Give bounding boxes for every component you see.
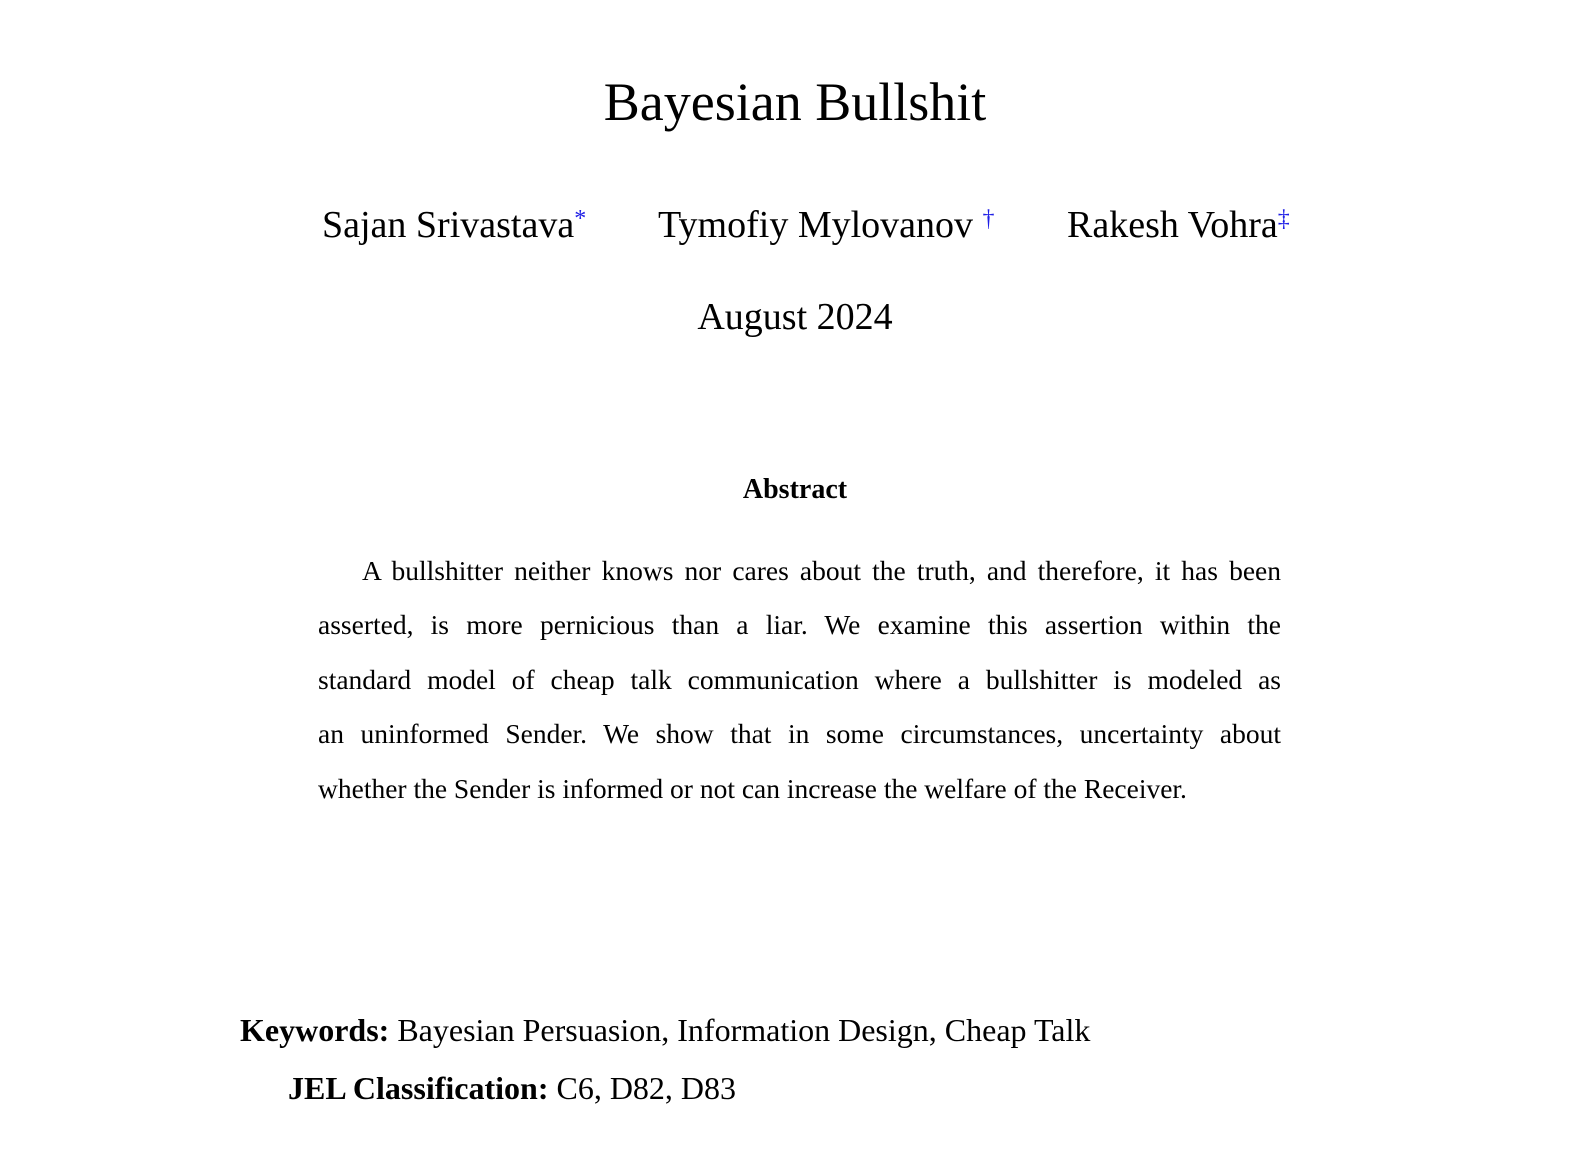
abstract-line: standard model of cheap talk communication where a bullshitter is modeled as [318, 663, 1281, 695]
paper-title: Bayesian Bullshit [603, 72, 987, 132]
author-name: Rakesh Vohra [1067, 204, 1278, 246]
publication-date: August 2024 [697, 296, 893, 338]
author-list [0, 200, 1590, 250]
abstract-heading: Abstract [742, 474, 848, 505]
author-1 [322, 200, 586, 250]
abstract-line: an uninformed Sender. We show that in some circumstances, uncertainty about [318, 718, 1281, 750]
footnote-mark-link[interactable]: † [982, 206, 995, 232]
abstract-line: asserted, is more pernicious than a liar. We examine this assertion within the [318, 609, 1281, 641]
author-2 [658, 200, 995, 250]
author-name: Sajan Srivastava [322, 204, 575, 246]
author-3 [1067, 200, 1290, 250]
keywords [240, 1010, 1090, 1050]
footnote-mark-link[interactable]: * [574, 206, 587, 232]
author-name: Tymofiy Mylovanov [658, 204, 983, 246]
jel-label: JEL Classification: [288, 1070, 549, 1106]
footnote-mark-link[interactable]: ‡ [1277, 206, 1290, 232]
abstract-line: A bullshitter neither knows nor cares about the truth, and therefore, it has been [362, 555, 1281, 586]
keywords-value: Bayesian Persuasion, Information Design, Cheap Talk [389, 1012, 1091, 1048]
jel-value: C6, D82, D83 [548, 1070, 737, 1106]
keywords-label: Keywords: [240, 1012, 390, 1048]
abstract-body [318, 544, 1281, 816]
abstract-line: whether the Sender is informed or not can increase the welfare of the Receiver. [318, 772, 1187, 804]
jel-classification [288, 1068, 736, 1108]
